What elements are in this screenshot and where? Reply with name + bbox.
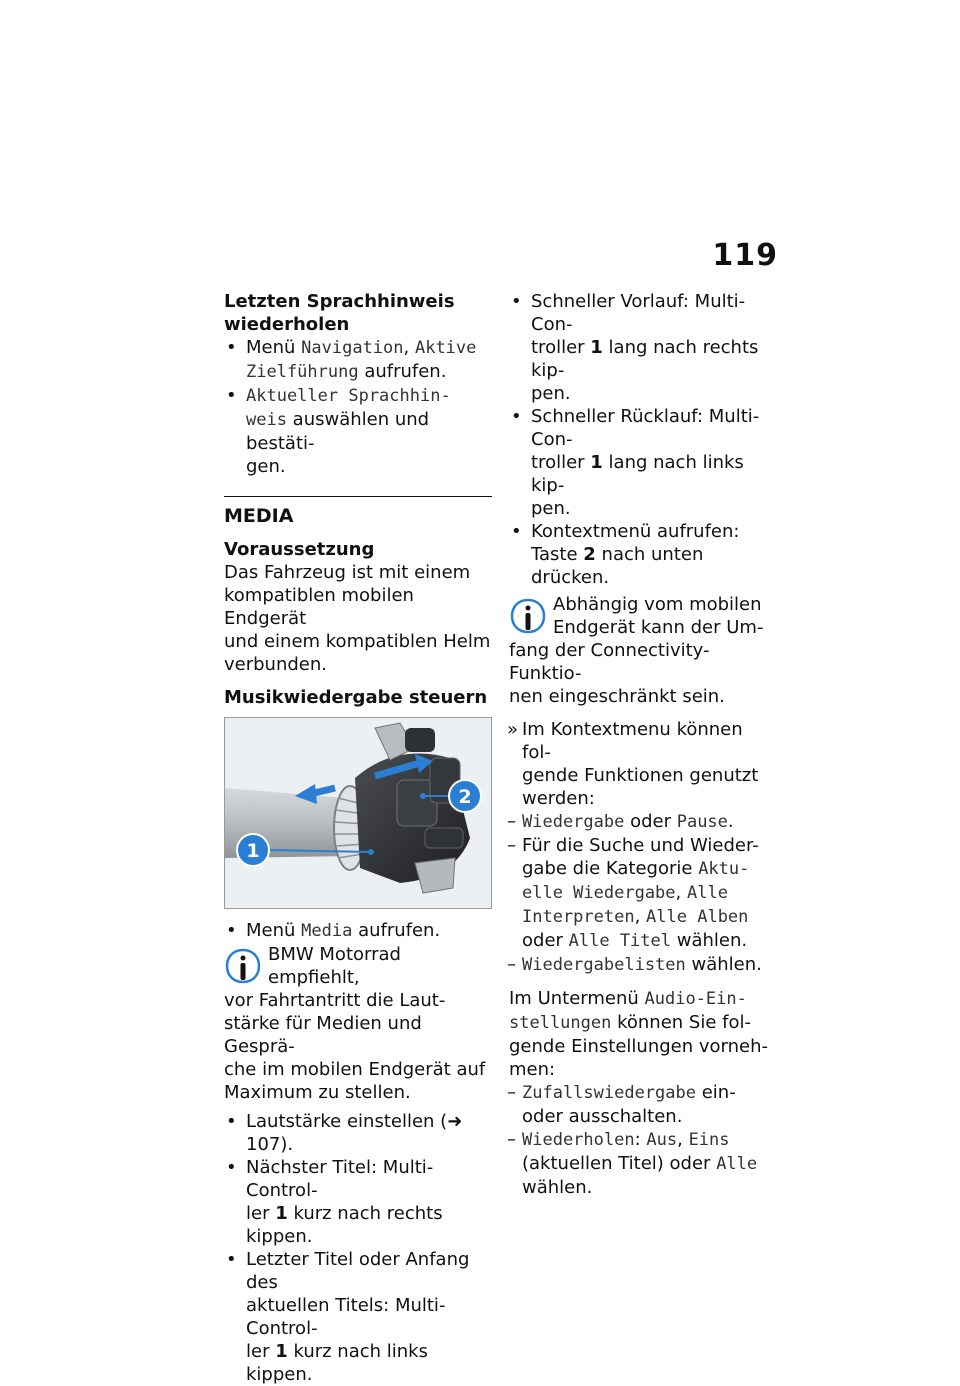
list-item: – Wiedergabelisten wählen. [509, 953, 777, 977]
list-item: • Letzter Titel oder Anfang des aktuellen Titels: Multi-Control- ler 1 kurz nach links kippen. [224, 1248, 492, 1386]
callout-label-1: 1 [246, 840, 260, 862]
list-item: • Menü Media aufrufen. [224, 919, 492, 943]
heading-prerequisite: Voraussetzung [224, 539, 375, 560]
list-item: • Aktueller Sprachhin- weis auswählen und bestäti- gen. [224, 384, 492, 478]
list-item: • Kontextmenü aufrufen: Taste 2 nach unten drücken. [509, 520, 777, 589]
callout-label-2: 2 [458, 786, 472, 808]
section-divider [224, 496, 492, 497]
info-icon [224, 947, 262, 989]
handlebar-switch-illustration [225, 718, 491, 908]
left-column [224, 290, 492, 1386]
arrow-right-icon: ➜ [447, 1111, 463, 1132]
paragraph-submenu: Im Untermenü Audio-Ein- stellungen können Sie fol- gende Einstellungen vorneh- men: [509, 988, 769, 1080]
handlebar-switch-figure [224, 717, 492, 909]
page-number: 119 [712, 238, 778, 273]
list-item: – Wiedergabe oder Pause. [509, 810, 777, 834]
list-item: – Wiederholen: Aus, Eins (aktuellen Titel) oder Alle wählen. [509, 1128, 777, 1199]
list-item: • Nächster Titel: Multi-Control- ler 1 kurz nach rechts kippen. [224, 1156, 492, 1248]
info-note: BMW Motorrad empfiehlt, vor Fahrtantritt die Laut- stärke für Medien und Gesprä- che im mobilen Endgerät auf Maximum zu stellen. [224, 944, 486, 1103]
info-icon [509, 597, 547, 639]
list-item: • Lautstärke einstellen (➜ 107). [224, 1110, 492, 1156]
list-item: • Schneller Vorlauf: Multi-Con- troller 1 lang nach rechts kip- pen. [509, 290, 777, 405]
result-item: » Im Kontextmenu können fol- gende Funktionen genutzt werden: [509, 718, 777, 810]
right-column [509, 290, 777, 1199]
list-item: – Für die Suche und Wieder- gabe die Kategorie Aktu- elle Wiedergabe, Alle Interpreten, Alle Alben oder Alle Titel wählen. [509, 834, 777, 953]
heading-repeat-hint: Letzten Sprachhinweis wiederholen [224, 291, 455, 335]
list-item: – Zufallswiedergabe ein- oder ausschalten. [509, 1081, 777, 1128]
list-item: • Schneller Rücklauf: Multi-Con- troller 1 lang nach links kip- pen. [509, 405, 777, 520]
list-item: • Menü Navigation, Aktive Zielführung aufrufen. [224, 336, 492, 384]
info-note: Abhängig vom mobilen Endgerät kann der Um- fang der Connectivity-Funktio- nen eingeschränkt sein. [509, 594, 764, 707]
paragraph-prerequisite: Das Fahrzeug ist mit einem kompatiblen mobilen Endgerät und einem kompatiblen Helm verbunden. [224, 562, 491, 675]
heading-music-control: Musikwiedergabe steuern [224, 687, 488, 708]
section-title: MEDIA [224, 505, 294, 527]
